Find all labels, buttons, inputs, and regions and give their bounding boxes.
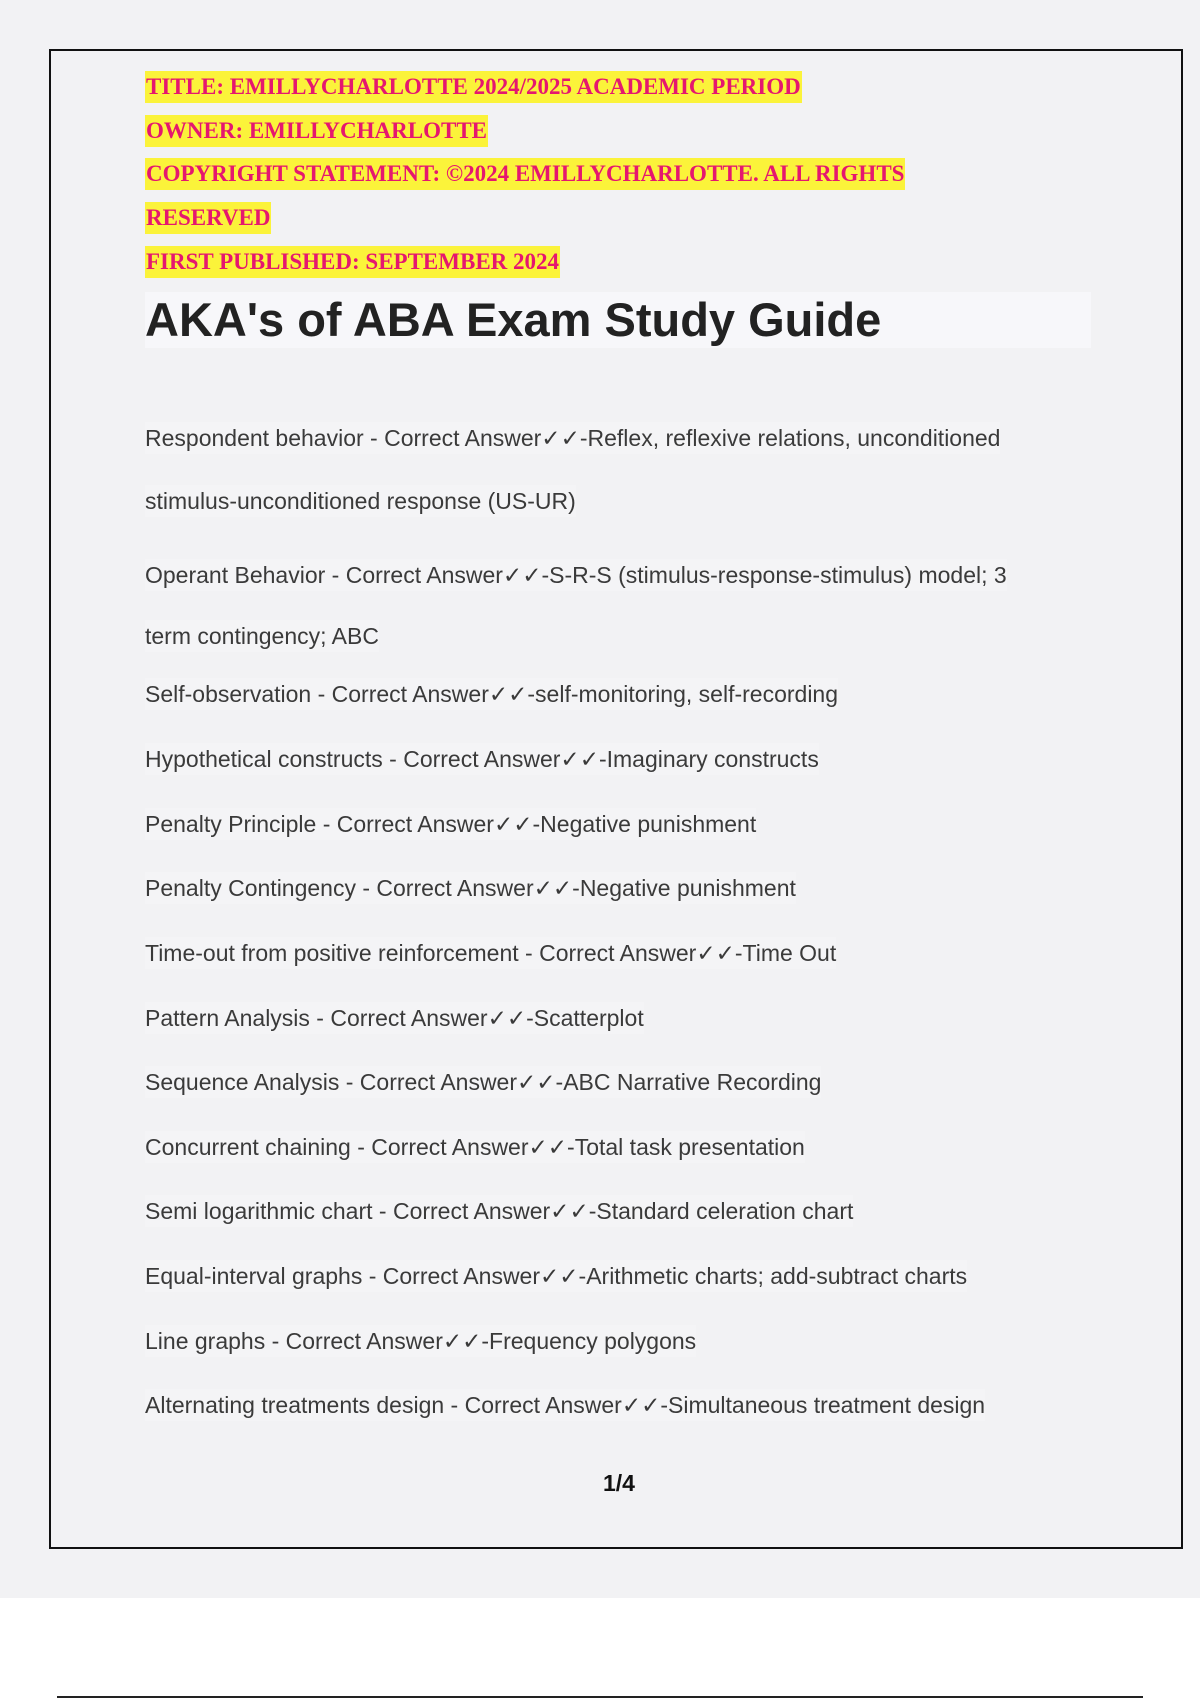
header-title-line: TITLE: EMILLYCHARLOTTE 2024/2025 ACADEMIC PERIOD xyxy=(145,71,802,103)
entry-line: Semi logarithmic chart - Correct Answer✓✓-Standard celeration chart xyxy=(145,1195,853,1227)
page-title: AKA's of ABA Exam Study Guide xyxy=(145,292,1091,348)
entry-line: Operant Behavior - Correct Answer✓✓-S-R-S (stimulus-response-stimulus) model; 3 xyxy=(145,559,1007,591)
entry-line: Alternating treatments design - Correct Answer✓✓-Simultaneous treatment design xyxy=(145,1389,985,1421)
entry-line: Pattern Analysis - Correct Answer✓✓-Scatterplot xyxy=(145,1002,644,1034)
entry-line: Time-out from positive reinforcement - Correct Answer✓✓-Time Out xyxy=(145,937,836,969)
header-copyright-line-continued: RESERVED xyxy=(145,202,271,234)
entry-line: Penalty Contingency - Correct Answer✓✓-Negative punishment xyxy=(145,872,796,904)
entry-line: Sequence Analysis - Correct Answer✓✓-ABC Narrative Recording xyxy=(145,1066,821,1098)
entry-line: Hypothetical constructs - Correct Answer✓✓-Imaginary constructs xyxy=(145,743,819,775)
entry-line: Respondent behavior - Correct Answer✓✓-Reflex, reflexive relations, unconditioned xyxy=(145,422,1000,454)
entry-line: Penalty Principle - Correct Answer✓✓-Negative punishment xyxy=(145,808,756,840)
entry-line: stimulus-unconditioned response (US-UR) xyxy=(145,485,576,517)
page-number: 1/4 xyxy=(603,1470,635,1496)
entry-line: Self-observation - Correct Answer✓✓-self-monitoring, self-recording xyxy=(145,678,838,710)
entry-line: Concurrent chaining - Correct Answer✓✓-Total task presentation xyxy=(145,1131,805,1163)
header-copyright-line: COPYRIGHT STATEMENT: ©2024 EMILLYCHARLOTTE. ALL RIGHTS xyxy=(145,158,905,190)
header-published-line: FIRST PUBLISHED: SEPTEMBER 2024 xyxy=(145,246,560,278)
next-page-divider xyxy=(57,1696,1143,1698)
header-owner-line: OWNER: EMILLYCHARLOTTE xyxy=(145,115,488,147)
entry-line: Equal-interval graphs - Correct Answer✓✓-Arithmetic charts; add-subtract charts xyxy=(145,1260,967,1292)
entry-line: term contingency; ABC xyxy=(145,620,379,652)
entry-line: Line graphs - Correct Answer✓✓-Frequency polygons xyxy=(145,1325,696,1357)
